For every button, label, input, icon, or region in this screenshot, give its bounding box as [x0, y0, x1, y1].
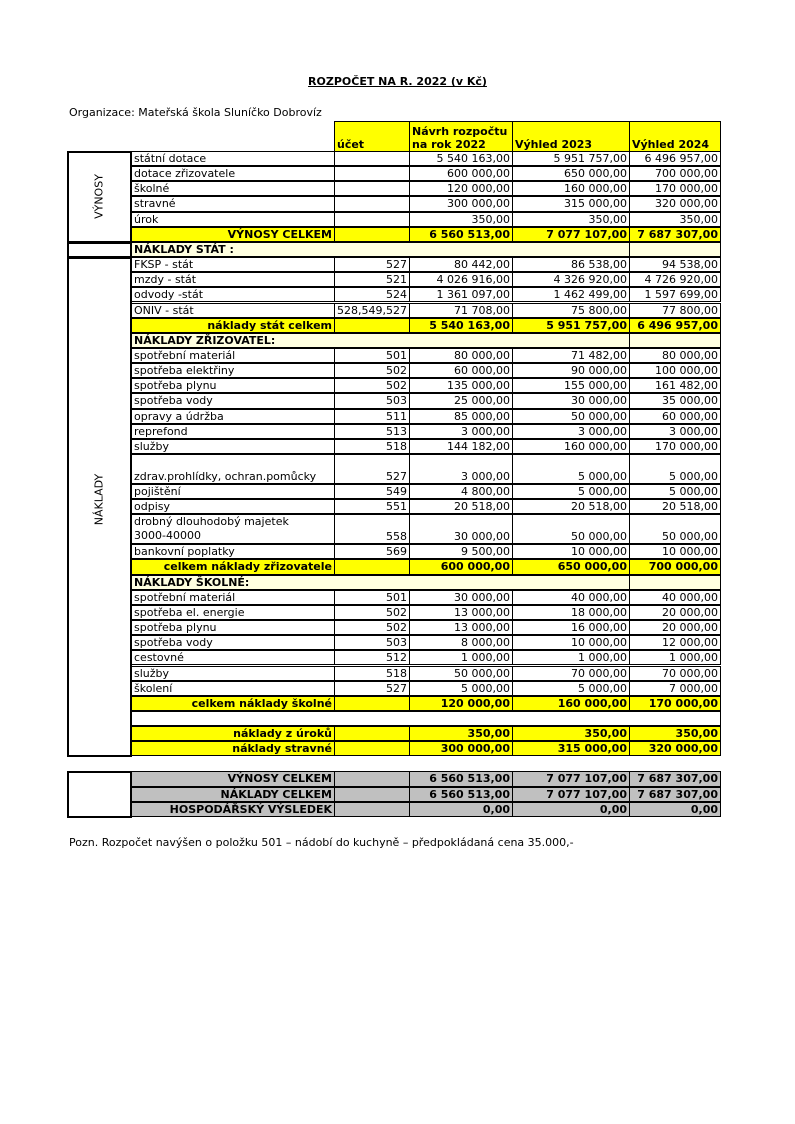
row-label: dotace zřizovatele	[131, 166, 335, 181]
subtotal-label: náklady z úroků	[131, 726, 335, 741]
section-header: NÁKLADY STÁT :	[131, 242, 630, 257]
subtotal-label: celkem náklady školné	[131, 696, 335, 711]
account-code	[334, 181, 410, 196]
account-code: 513	[334, 424, 410, 439]
amount: 3 000,00	[409, 454, 513, 484]
amount: 85 000,00	[409, 409, 513, 424]
account-code	[334, 318, 410, 333]
account-code	[334, 212, 410, 227]
amount: 13 000,00	[409, 605, 513, 620]
amount: 71 708,00	[409, 303, 513, 318]
amount: 120 000,00	[409, 181, 513, 196]
account-code: 511	[334, 409, 410, 424]
amount: 5 951 757,00	[512, 151, 630, 166]
grand-total-value: 7 687 307,00	[629, 787, 721, 802]
amount: 3 000,00	[629, 424, 721, 439]
empty-row	[131, 711, 721, 726]
amount: 7 000,00	[629, 681, 721, 696]
column-header: účet	[334, 121, 410, 152]
subtotal-value: 320 000,00	[629, 741, 721, 756]
amount: 50 000,00	[512, 514, 630, 544]
row-label: opravy a údržba	[131, 409, 335, 424]
account-code: 558	[334, 514, 410, 544]
account-code: 551	[334, 499, 410, 514]
account-code	[334, 559, 410, 574]
totals-group	[67, 771, 132, 818]
amount: 94 538,00	[629, 257, 721, 272]
column-header: Návrh rozpočtu na rok 2022	[409, 121, 513, 152]
row-label: cestovné	[131, 650, 335, 665]
section-header: NÁKLADY ŠKOLNÉ:	[131, 575, 630, 590]
subtotal-value: 350,00	[512, 726, 630, 741]
account-code: 521	[334, 272, 410, 287]
row-label: státní dotace	[131, 151, 335, 166]
amount: 5 000,00	[512, 484, 630, 499]
subtotal-value: 7 687 307,00	[629, 227, 721, 242]
amount: 3 000,00	[512, 424, 630, 439]
amount: 1 000,00	[629, 650, 721, 665]
row-label: stravné	[131, 196, 335, 211]
account-code: 512	[334, 650, 410, 665]
row-label	[131, 514, 335, 544]
account-code	[334, 227, 410, 242]
row-label: odpisy	[131, 499, 335, 514]
account-code: 503	[334, 635, 410, 650]
row-label: spotřeba el. energie	[131, 605, 335, 620]
amount: 10 000,00	[629, 544, 721, 559]
amount: 30 000,00	[409, 514, 513, 544]
amount: 40 000,00	[629, 590, 721, 605]
subtotal-value: 350,00	[409, 726, 513, 741]
grand-total-account	[334, 802, 410, 817]
amount: 1 000,00	[512, 650, 630, 665]
column-header: Výhled 2023	[512, 121, 630, 152]
account-code: 527	[334, 454, 410, 484]
account-code: 524	[334, 287, 410, 302]
amount: 5 000,00	[629, 454, 721, 484]
account-code	[334, 196, 410, 211]
row-label: mzdy - stát	[131, 272, 335, 287]
grand-total-value: 6 560 513,00	[409, 787, 513, 802]
amount: 50 000,00	[512, 409, 630, 424]
amount: 8 000,00	[409, 635, 513, 650]
amount: 13 000,00	[409, 620, 513, 635]
section-header: NÁKLADY ZŘIZOVATEL:	[131, 333, 630, 348]
account-code	[334, 726, 410, 741]
amount: 80 442,00	[409, 257, 513, 272]
amount: 70 000,00	[512, 666, 630, 681]
subtotal-label: celkem náklady zřizovatele	[131, 559, 335, 574]
organization-line: Organizace: Mateřská škola Sluníčko Dobrovíz	[69, 106, 322, 119]
account-code: 502	[334, 363, 410, 378]
account-code: 518	[334, 666, 410, 681]
amount: 5 540 163,00	[409, 151, 513, 166]
account-code: 502	[334, 620, 410, 635]
grand-total-value: 0,00	[629, 802, 721, 817]
amount: 144 182,00	[409, 439, 513, 454]
amount: 135 000,00	[409, 378, 513, 393]
subtotal-value: 600 000,00	[409, 559, 513, 574]
subtotal-value: 120 000,00	[409, 696, 513, 711]
amount: 5 000,00	[409, 681, 513, 696]
grand-total-value: 6 560 513,00	[409, 771, 513, 786]
subtotal-value: 6 496 957,00	[629, 318, 721, 333]
amount: 18 000,00	[512, 605, 630, 620]
amount: 80 000,00	[629, 348, 721, 363]
amount: 5 000,00	[512, 681, 630, 696]
account-code	[334, 166, 410, 181]
vynosy-side-label: VÝNOSY	[92, 174, 106, 219]
amount: 1 000,00	[409, 650, 513, 665]
row-label: FKSP - stát	[131, 257, 335, 272]
section-header-blank	[629, 575, 721, 590]
row-label: služby	[131, 439, 335, 454]
subtotal-value: 700 000,00	[629, 559, 721, 574]
row-label: spotřební materiál	[131, 590, 335, 605]
row-label: odvody -stát	[131, 287, 335, 302]
amount: 16 000,00	[512, 620, 630, 635]
grand-total-value: 7 687 307,00	[629, 771, 721, 786]
amount: 80 000,00	[409, 348, 513, 363]
amount: 4 326 920,00	[512, 272, 630, 287]
row-label: spotřeba vody	[131, 635, 335, 650]
amount: 300 000,00	[409, 196, 513, 211]
subtotal-value: 5 540 163,00	[409, 318, 513, 333]
subtotal-label: náklady stravné	[131, 741, 335, 756]
row-label: spotřební materiál	[131, 348, 335, 363]
account-code: 503	[334, 393, 410, 408]
amount: 75 800,00	[512, 303, 630, 318]
row-label: spotřeba plynu	[131, 620, 335, 635]
amount: 50 000,00	[409, 666, 513, 681]
account-code: 528,549,527	[334, 303, 410, 318]
amount: 60 000,00	[629, 409, 721, 424]
subtotal-label: VÝNOSY CELKEM	[131, 227, 335, 242]
amount: 155 000,00	[512, 378, 630, 393]
amount: 20 000,00	[629, 605, 721, 620]
grand-total-label: NÁKLADY CELKEM	[131, 787, 335, 802]
account-code: 549	[334, 484, 410, 499]
row-label: ONIV - stát	[131, 303, 335, 318]
amount: 6 496 957,00	[629, 151, 721, 166]
row-label-line: drobný dlouhodobý majetek	[134, 515, 289, 529]
account-code: 569	[334, 544, 410, 559]
account-code	[334, 151, 410, 166]
subtotal-value: 315 000,00	[512, 741, 630, 756]
amount: 650 000,00	[512, 166, 630, 181]
grand-total-value: 7 077 107,00	[512, 787, 630, 802]
row-label: školné	[131, 181, 335, 196]
footnote: Pozn. Rozpočet navýšen o položku 501 – nádobí do kuchyně – předpokládaná cena 35.000,-	[69, 836, 574, 849]
amount: 161 482,00	[629, 378, 721, 393]
amount: 10 000,00	[512, 544, 630, 559]
subtotal-value: 6 560 513,00	[409, 227, 513, 242]
amount: 77 800,00	[629, 303, 721, 318]
page-title: ROZPOČET NA R. 2022 (v Kč)	[308, 75, 487, 88]
amount: 20 518,00	[512, 499, 630, 514]
subtotal-value: 160 000,00	[512, 696, 630, 711]
amount: 170 000,00	[629, 181, 721, 196]
row-label: spotřeba plynu	[131, 378, 335, 393]
amount: 5 000,00	[512, 454, 630, 484]
row-label: reprefond	[131, 424, 335, 439]
row-label: spotřeba vody	[131, 393, 335, 408]
amount: 20 518,00	[409, 499, 513, 514]
amount: 10 000,00	[512, 635, 630, 650]
amount: 5 000,00	[629, 484, 721, 499]
subtotal-value: 300 000,00	[409, 741, 513, 756]
grand-total-account	[334, 771, 410, 786]
row-label: školení	[131, 681, 335, 696]
amount: 160 000,00	[512, 439, 630, 454]
grand-total-value: 7 077 107,00	[512, 771, 630, 786]
grand-total-account	[334, 787, 410, 802]
amount: 700 000,00	[629, 166, 721, 181]
column-header: Výhled 2024	[629, 121, 721, 152]
section-header-blank	[629, 333, 721, 348]
section-header-blank	[629, 242, 721, 257]
amount: 160 000,00	[512, 181, 630, 196]
naklady-side-label: NÁKLADY	[92, 473, 106, 526]
amount: 90 000,00	[512, 363, 630, 378]
amount: 4 026 916,00	[409, 272, 513, 287]
grand-total-label: HOSPODÁŘSKÝ VÝSLEDEK	[131, 802, 335, 817]
amount: 86 538,00	[512, 257, 630, 272]
amount: 600 000,00	[409, 166, 513, 181]
row-label-line: 3000-40000	[134, 529, 201, 543]
amount: 350,00	[409, 212, 513, 227]
amount: 35 000,00	[629, 393, 721, 408]
amount: 1 462 499,00	[512, 287, 630, 302]
account-code: 518	[334, 439, 410, 454]
amount: 4 800,00	[409, 484, 513, 499]
row-label: bankovní poplatky	[131, 544, 335, 559]
subtotal-value: 5 951 757,00	[512, 318, 630, 333]
account-code: 501	[334, 590, 410, 605]
amount: 12 000,00	[629, 635, 721, 650]
amount: 350,00	[629, 212, 721, 227]
subtotal-label: náklady stát celkem	[131, 318, 335, 333]
grand-total-value: 0,00	[409, 802, 513, 817]
row-label: úrok	[131, 212, 335, 227]
amount: 60 000,00	[409, 363, 513, 378]
amount: 170 000,00	[629, 439, 721, 454]
amount: 30 000,00	[512, 393, 630, 408]
amount: 50 000,00	[629, 514, 721, 544]
amount: 315 000,00	[512, 196, 630, 211]
account-code: 527	[334, 681, 410, 696]
account-code	[334, 696, 410, 711]
row-label: zdrav.prohlídky, ochran.pomůcky	[131, 454, 335, 484]
amount: 30 000,00	[409, 590, 513, 605]
row-label: spotřeba elektřiny	[131, 363, 335, 378]
amount: 4 726 920,00	[629, 272, 721, 287]
amount: 71 482,00	[512, 348, 630, 363]
account-code: 502	[334, 378, 410, 393]
subtotal-value: 7 077 107,00	[512, 227, 630, 242]
subtotal-value: 170 000,00	[629, 696, 721, 711]
subtotal-value: 650 000,00	[512, 559, 630, 574]
account-code: 527	[334, 257, 410, 272]
account-code	[334, 741, 410, 756]
amount: 40 000,00	[512, 590, 630, 605]
grand-total-value: 0,00	[512, 802, 630, 817]
row-label: služby	[131, 666, 335, 681]
amount: 320 000,00	[629, 196, 721, 211]
amount: 100 000,00	[629, 363, 721, 378]
amount: 9 500,00	[409, 544, 513, 559]
account-code: 501	[334, 348, 410, 363]
account-code: 502	[334, 605, 410, 620]
amount: 1 597 699,00	[629, 287, 721, 302]
amount: 3 000,00	[409, 424, 513, 439]
amount: 20 000,00	[629, 620, 721, 635]
amount: 25 000,00	[409, 393, 513, 408]
row-label: pojištění	[131, 484, 335, 499]
subtotal-value: 350,00	[629, 726, 721, 741]
amount: 70 000,00	[629, 666, 721, 681]
amount: 350,00	[512, 212, 630, 227]
grand-total-label: VÝNOSY CELKEM	[131, 771, 335, 786]
amount: 1 361 097,00	[409, 287, 513, 302]
amount: 20 518,00	[629, 499, 721, 514]
